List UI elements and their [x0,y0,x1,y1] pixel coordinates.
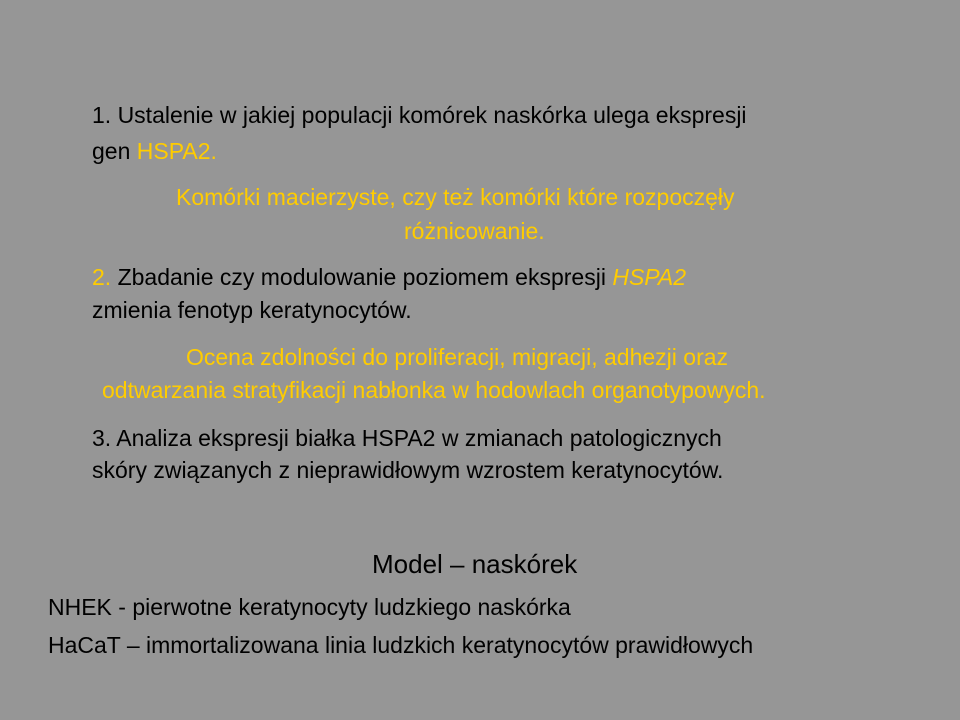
item2-sub-line1: Ocena zdolności do proliferacji, migracji, adhezji oraz [186,344,729,370]
item1-sub-line2: różnicowanie. [404,218,545,244]
item1-line2 [92,136,217,166]
item1-line1: 1. Ustalenie w jakiej populacji komórek naskórka ulega ekspresji [92,102,747,128]
item1-line2-lead: gen [92,138,137,164]
item2-number: 2. [92,264,112,290]
item3-line2: skóry związanych z nieprawidłowym wzrostem keratynocytów. [92,457,724,483]
item2-line2: zmienia fenotyp keratynocytów. [92,297,412,323]
item2-sub-line2: odtwarzania stratyfikacji nabłonka w hodowlach organotypowych. [102,377,766,403]
model-title: Model – naskórek [372,549,578,579]
item1-sub-line1: Komórki macierzyste, czy też komórki które rozpoczęły [176,184,735,210]
item3-line1: 3. Analiza ekspresji białka HSPA2 w zmianach patologicznych [92,425,722,451]
item2-line1 [92,262,686,292]
item2-line1-lead: Zbadanie czy modulowanie poziomem ekspresji [111,264,613,290]
model-hacat: HaCaT – immortalizowana linia ludzkich keratynocytów prawidłowych [48,632,754,658]
item1-line2-highlight: HSPA2. [136,138,217,164]
item2-line1-highlight: HSPA2 [612,264,687,290]
model-nhek: NHEK - pierwotne keratynocyty ludzkiego naskórka [48,594,571,620]
